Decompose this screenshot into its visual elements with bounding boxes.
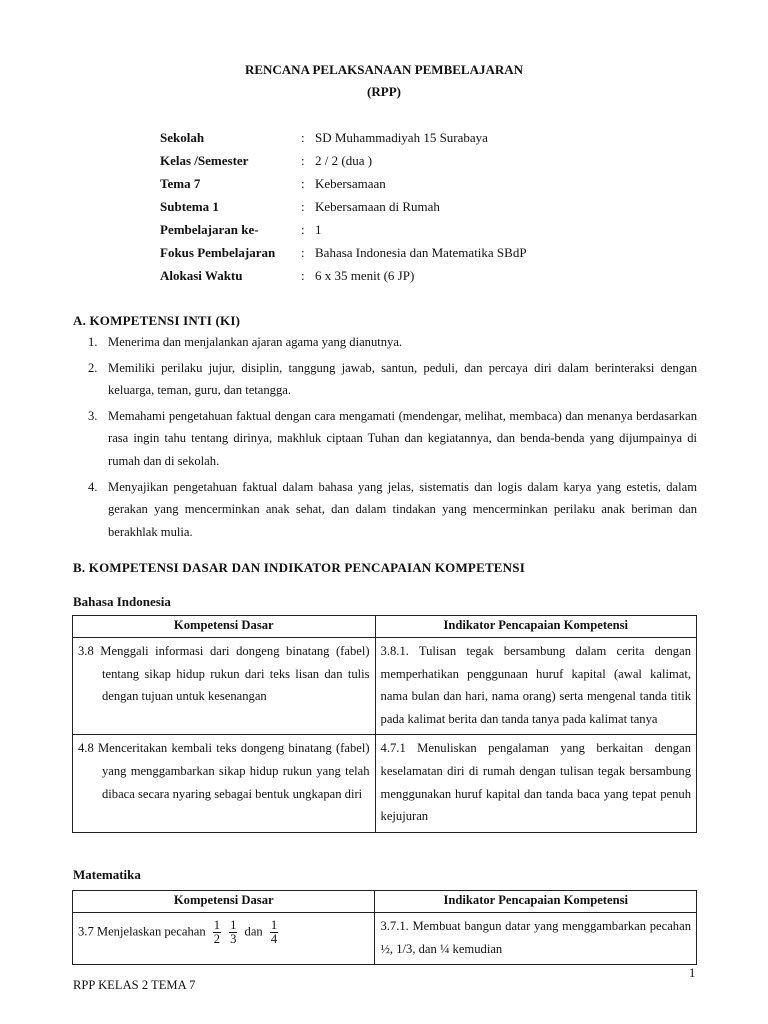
- bahasa-indonesia-heading: Bahasa Indonesia: [73, 594, 171, 609]
- table-cell: [73, 735, 376, 832]
- list-item: [88, 476, 697, 544]
- footer-text: RPP KELAS 2 TEMA 7: [73, 978, 196, 992]
- list-item-text: Memiliki perilaku jujur, disiplin, tanggung jawab, santun, peduli, dan percaya diri dalam berinteraksi dengan keluarga, teman, guru, dan tetangga.: [108, 360, 697, 398]
- matematika-table: [72, 890, 697, 965]
- table-header-row: [73, 616, 697, 638]
- column-header-ipk: Indikator Pencapaian Kompetensi: [375, 616, 696, 638]
- fraction: [213, 919, 221, 946]
- column-header-kd: Kompetensi Dasar: [73, 616, 376, 638]
- identity-value: 6 x 35 menit (6 JP): [315, 268, 415, 283]
- table-cell: [375, 913, 697, 965]
- list-item: [88, 331, 697, 354]
- table-cell: [73, 638, 376, 735]
- identity-colon: :: [301, 268, 305, 283]
- kd-text: 3.7 Menjelaskan pecahan: [78, 924, 206, 939]
- fraction-denominator: 4: [270, 932, 278, 946]
- list-item-text: Memahami pengetahuan faktual dengan cara mengamati (mendengar, melihat, membaca) dan menanya berdasarkan rasa ingin tahu tentang dirinya, makhluk ciptaan Tuhan dan kegiatannya, dan benda-benda yang dijumpainya di rumah dan di sekolah.: [108, 408, 697, 468]
- section-b-heading: B. KOMPETENSI DASAR DAN INDIKATOR PENCAPAIAN KOMPETENSI: [73, 560, 525, 575]
- document-title: RENCANA PELAKSANAAN PEMBELAJARAN: [244, 62, 524, 77]
- fraction: [229, 919, 237, 946]
- document-subtitle: (RPP): [367, 84, 401, 99]
- table-header-row: [73, 891, 697, 913]
- list-item-number: 1.: [88, 335, 98, 349]
- bahasa-indonesia-table: [72, 615, 697, 833]
- column-header-kd: Kompetensi Dasar: [73, 891, 375, 913]
- matematika-heading: Matematika: [73, 867, 141, 882]
- identity-label: Tema 7: [160, 176, 201, 191]
- table-cell: [375, 638, 696, 735]
- fraction-numerator: 1: [270, 918, 278, 932]
- identity-colon: :: [301, 222, 305, 237]
- ipk-text: 3.7.1. Membuat bangun datar yang menggambarkan pecahan ½, 1/3, dan ¼ kemudian: [380, 919, 691, 956]
- table-row: [73, 913, 697, 965]
- kd-text: 3.8 Menggali informasi dari dongeng binatang (fabel) tentang sikap hidup rukun dari teks lisan dan tulis dengan tujuan untuk kesenangan: [78, 644, 370, 704]
- ipk-text: 4.7.1 Menuliskan pengalaman yang berkaitan dengan keselamatan diri di rumah dengan tulisan tegak bersambung menggunakan huruf kapital dan tanda baca yang tepat penuh kejujuran: [380, 741, 691, 824]
- fraction-denominator: 2: [213, 932, 221, 946]
- list-item-number: 4.: [88, 479, 98, 494]
- fraction-numerator: 1: [230, 918, 237, 932]
- list-item: [88, 405, 697, 473]
- identity-label: Fokus Pembelajaran: [160, 245, 276, 260]
- identity-value: Kebersamaan di Rumah: [315, 199, 440, 214]
- section-a-heading: A. KOMPETENSI INTI (KI): [73, 313, 241, 328]
- identity-colon: :: [301, 199, 305, 214]
- table-cell: [375, 735, 696, 832]
- list-item: [88, 357, 697, 402]
- kd-connector: dan: [244, 924, 263, 939]
- ki-list: [88, 331, 697, 546]
- kd-text: 4.8 Menceritakan kembali teks dongeng binatang (fabel) yang menggambarkan sikap hidup rukun yang telah dibaca secara nyaring sebagai bentuk ungkapan diri: [78, 741, 370, 801]
- column-header-ipk: Indikator Pencapaian Kompetensi: [375, 891, 697, 913]
- identity-colon: :: [301, 176, 305, 191]
- table-row: [73, 735, 697, 832]
- identity-label: Kelas /Semester: [160, 153, 249, 168]
- page-number: 1: [689, 966, 696, 980]
- identity-colon: :: [301, 130, 305, 145]
- list-item-text: Menyajikan pengetahuan faktual dalam bahasa yang jelas, sistematis dan logis dalam karya yang estetis, dalam gerakan yang mencerminkan anak sehat, dan dalam tindakan yang mencerminkan perilaku anak beriman dan berakhlak mulia.: [108, 479, 697, 539]
- list-item-number: 3.: [88, 408, 98, 423]
- list-item-text: Menerima dan menjalankan ajaran agama yang dianutnya.: [108, 335, 403, 349]
- ipk-text: 3.8.1. Tulisan tegak bersambung dalam cerita dengan memperhatikan penggunaan huruf kapital (awal kalimat, nama bulan dan hari, nama orang) serta mengenal tanda titik pada kalimat berita dan tanda tanya pada kalimat tanya: [380, 644, 691, 726]
- identity-value: 2 / 2 (dua ): [315, 153, 373, 168]
- identity-label: Alokasi Waktu: [160, 268, 243, 283]
- identity-value: 1: [315, 222, 322, 237]
- table-row: [73, 638, 697, 735]
- list-item-number: 2.: [88, 360, 98, 375]
- identity-colon: :: [301, 153, 305, 168]
- identity-label: Pembelajaran ke-: [160, 222, 259, 237]
- fraction: [270, 919, 278, 946]
- identity-label: Sekolah: [160, 130, 205, 145]
- identity-value: Bahasa Indonesia dan Matematika SBdP: [315, 245, 527, 260]
- fraction-denominator: 3: [230, 932, 237, 946]
- fraction-numerator: 1: [213, 918, 221, 932]
- identity-value: Kebersamaan: [315, 176, 386, 191]
- identity-value: SD Muhammadiyah 15 Surabaya: [315, 130, 488, 145]
- identity-label: Subtema 1: [160, 199, 219, 214]
- identity-colon: :: [301, 245, 305, 260]
- table-cell: [73, 913, 375, 965]
